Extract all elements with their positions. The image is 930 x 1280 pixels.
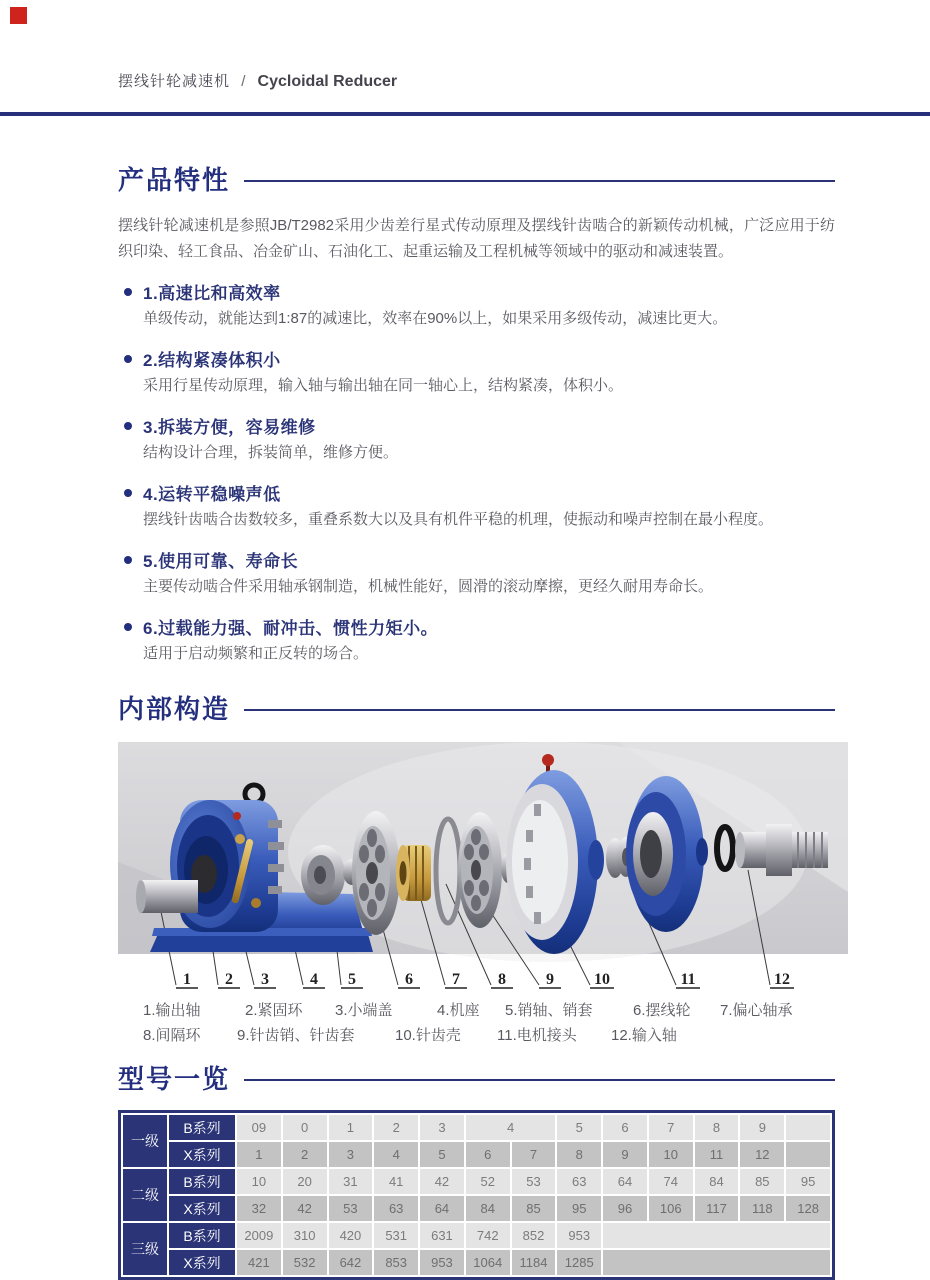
section-features-head [118,160,835,197]
value-cell: 7 [512,1142,556,1167]
bullet-icon [124,623,132,631]
callout-number: 3 [261,971,269,988]
value-cell: 85 [512,1196,556,1221]
feature-title: 5.使用可靠、寿命长 [143,552,299,571]
callout-number: 4 [310,971,318,988]
value-cell: 5 [557,1115,601,1140]
value-cell: 20 [283,1169,327,1194]
feature-title: 1.高速比和高效率 [143,284,281,303]
value-cell: 1 [237,1142,281,1167]
value-cell: 5 [420,1142,464,1167]
feature-title: 3.拆装方便，容易维修 [143,418,316,437]
value-cell: 118 [740,1196,784,1221]
value-cell: 853 [374,1250,418,1275]
feature-desc: 摆线针齿啮合齿数较多，重叠系数大以及具有机件平稳的机理，使振动和噪声控制在最小程度。 [143,511,774,528]
series-cell: X系列 [169,1250,235,1275]
value-cell: 11 [695,1142,739,1167]
value-cell: 4 [466,1115,556,1140]
features-heading: 产品特性 [118,165,231,195]
bullet-icon [124,556,132,564]
corner-red-mark [10,7,27,24]
value-cell: 1285 [557,1250,601,1275]
page-header [118,70,397,91]
value-cell: 4 [374,1142,418,1167]
value-cell [603,1250,830,1275]
series-cell: X系列 [169,1196,235,1221]
feature-desc: 适用于启动频繁和正反转的场合。 [143,645,369,662]
value-cell: 531 [374,1223,418,1248]
exploded-reducer-diagram [118,742,848,992]
value-cell: 2009 [237,1223,281,1248]
value-cell: 2 [374,1115,418,1140]
value-cell [786,1142,830,1167]
level-cell: 三级 [123,1223,167,1275]
callout-number: 11 [680,971,696,988]
table-row [123,1250,830,1275]
callout-number: 9 [546,971,554,988]
part-eccentric-bearing [396,845,431,901]
feature-desc: 结构设计合理，拆装简单，维修方便。 [143,444,399,461]
callout-number: 1 [183,971,191,988]
value-cell: 8 [557,1142,601,1167]
value-cell: 84 [695,1169,739,1194]
part-labels [118,999,835,1049]
models-heading-rule [244,1079,835,1081]
series-cell: B系列 [169,1223,235,1248]
value-cell: 63 [557,1169,601,1194]
feature-item [118,480,835,531]
feature-desc: 单级传动，就能达到1:87的减速比，效率在90%以上，如果采用多级传动，减速比更大。 [143,310,728,327]
series-cell: X系列 [169,1142,235,1167]
part-label: 8.间隔环 [143,1027,201,1044]
value-cell: 09 [237,1115,281,1140]
part-label: 7.偏心轴承 [720,1002,793,1019]
level-cell: 二级 [123,1169,167,1221]
value-cell [786,1115,830,1140]
callout-number: 10 [594,971,610,988]
part-label: 2.紧固环 [245,1002,303,1019]
part-label: 9.针齿销、针齿套 [237,1027,355,1044]
bullet-icon [124,288,132,296]
value-cell: 2 [283,1142,327,1167]
value-cell: 3 [329,1142,373,1167]
value-cell: 31 [329,1169,373,1194]
value-cell: 8 [695,1115,739,1140]
bullet-icon [124,489,132,497]
level-cell: 一级 [123,1115,167,1167]
value-cell: 42 [420,1169,464,1194]
value-cell: 532 [283,1250,327,1275]
series-cell: B系列 [169,1169,235,1194]
value-cell: 63 [374,1196,418,1221]
value-cell: 642 [329,1250,373,1275]
internal-heading: 内部构造 [118,694,231,724]
feature-desc: 主要传动啮合件采用轴承钢制造，机械性能好，圆滑的滚动摩擦，更经久耐用寿命长。 [143,578,714,595]
value-cell: 9 [740,1115,784,1140]
value-cell: 85 [740,1169,784,1194]
part-label: 10.针齿壳 [395,1027,461,1044]
part-label: 3.小端盖 [335,1002,393,1019]
part-label: 11.电机接头 [497,1027,577,1044]
table-row [123,1142,830,1167]
part-label: 6.摆线轮 [633,1002,691,1019]
part-cycloid-disc-1 [352,811,400,935]
value-cell: 310 [283,1223,327,1248]
feature-item [118,413,835,464]
value-cell: 12 [740,1142,784,1167]
features-intro: 摆线针轮减速机是参照JB/T2982采用少齿差行星式传动原理及摆线针齿啮合的新颖传动机械，广泛应用于纺织印染、轻工食品、冶金矿山、石油化工、起重运输及工程机械等领域中的驱动和减速装置。 [118,217,835,260]
models-table [118,1110,835,1280]
value-cell: 3 [420,1115,464,1140]
value-cell: 95 [557,1196,601,1221]
feature-title: 2.结构紧凑体积小 [143,351,281,370]
internal-heading-rule [244,709,835,711]
bullet-icon [124,355,132,363]
title-separator: / [241,73,247,90]
value-cell [603,1223,830,1248]
value-cell: 32 [237,1196,281,1221]
section-internal-head [118,689,835,726]
value-cell: 128 [786,1196,830,1221]
value-cell: 0 [283,1115,327,1140]
feature-desc: 采用行星传动原理，输入轴与输出轴在同一轴心上，结构紧凑，体积小。 [143,377,624,394]
part-label: 1.输出轴 [143,1002,201,1019]
bullet-icon [124,422,132,430]
table-row [123,1115,830,1140]
value-cell: 95 [786,1169,830,1194]
part-label: 4.机座 [437,1002,480,1019]
feature-title: 6.过载能力强、耐冲击、惯性力矩小。 [143,619,439,638]
value-cell: 852 [512,1223,556,1248]
value-cell: 106 [649,1196,693,1221]
value-cell: 420 [329,1223,373,1248]
doc-title-en: Cycloidal Reducer [257,73,398,90]
feature-title: 4.运转平稳噪声低 [143,485,281,504]
exploded-view-figure [118,742,848,997]
part-label: 5.销轴、销套 [505,1002,593,1019]
value-cell: 9 [603,1142,647,1167]
value-cell: 631 [420,1223,464,1248]
value-cell: 53 [329,1196,373,1221]
value-cell: 10 [649,1142,693,1167]
value-cell: 41 [374,1169,418,1194]
value-cell: 1 [329,1115,373,1140]
callout-number: 6 [405,971,413,988]
value-cell: 1184 [512,1250,556,1275]
feature-item [118,346,835,397]
header-rule [0,112,930,116]
feature-item [118,547,835,598]
section-models-head [118,1059,835,1096]
features-heading-rule [244,180,835,182]
doc-title-zh: 摆线针轮减速机 [118,73,231,90]
value-cell: 64 [420,1196,464,1221]
value-cell: 7 [649,1115,693,1140]
callout-number: 2 [225,971,233,988]
value-cell: 84 [466,1196,510,1221]
value-cell: 42 [283,1196,327,1221]
models-heading: 型号一览 [118,1064,231,1094]
table-row [123,1223,830,1248]
feature-item [118,614,835,665]
value-cell: 6 [466,1142,510,1167]
value-cell: 742 [466,1223,510,1248]
series-cell: B系列 [169,1115,235,1140]
value-cell: 64 [603,1169,647,1194]
part-label: 12.输入轴 [611,1027,677,1044]
feature-list [118,279,835,665]
value-cell: 10 [237,1169,281,1194]
value-cell: 52 [466,1169,510,1194]
part-cycloid-disc-2 [458,812,502,928]
value-cell: 96 [603,1196,647,1221]
feature-item [118,279,835,330]
callout-number: 5 [348,971,356,988]
value-cell: 953 [557,1223,601,1248]
value-cell: 53 [512,1169,556,1194]
table-row [123,1169,830,1194]
callout-number: 8 [498,971,506,988]
value-cell: 117 [695,1196,739,1221]
value-cell: 1064 [466,1250,510,1275]
callout-numbers [176,971,794,988]
callout-number: 12 [774,971,790,988]
value-cell: 74 [649,1169,693,1194]
value-cell: 953 [420,1250,464,1275]
value-cell: 6 [603,1115,647,1140]
callout-number: 7 [452,971,460,988]
value-cell: 421 [237,1250,281,1275]
